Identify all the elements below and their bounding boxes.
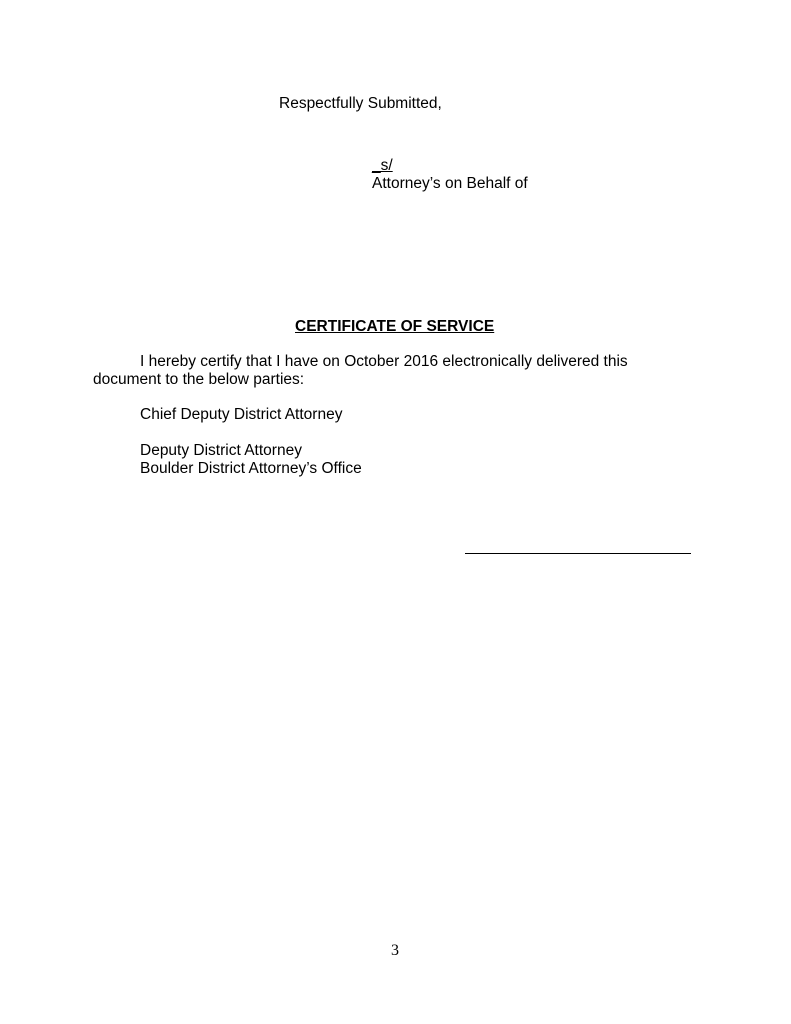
certificate-heading: CERTIFICATE OF SERVICE xyxy=(295,318,495,335)
certificate-body-line-2: document to the below parties: xyxy=(93,371,305,388)
certificate-body-line-1: I hereby certify that I have on October 2016 electronically delivered this xyxy=(140,353,628,370)
page-number: 3 xyxy=(391,942,399,959)
signature-rule xyxy=(465,553,691,554)
recipient-office: Boulder District Attorney’s Office xyxy=(140,460,362,477)
signature-attorney-line: Attorney’s on Behalf of xyxy=(372,175,528,192)
respectfully-submitted: Respectfully Submitted, xyxy=(279,95,442,112)
recipient-deputy: Deputy District Attorney xyxy=(140,442,302,459)
recipient-chief-deputy: Chief Deputy District Attorney xyxy=(140,406,343,423)
signature-mark: _s/ xyxy=(372,157,393,174)
